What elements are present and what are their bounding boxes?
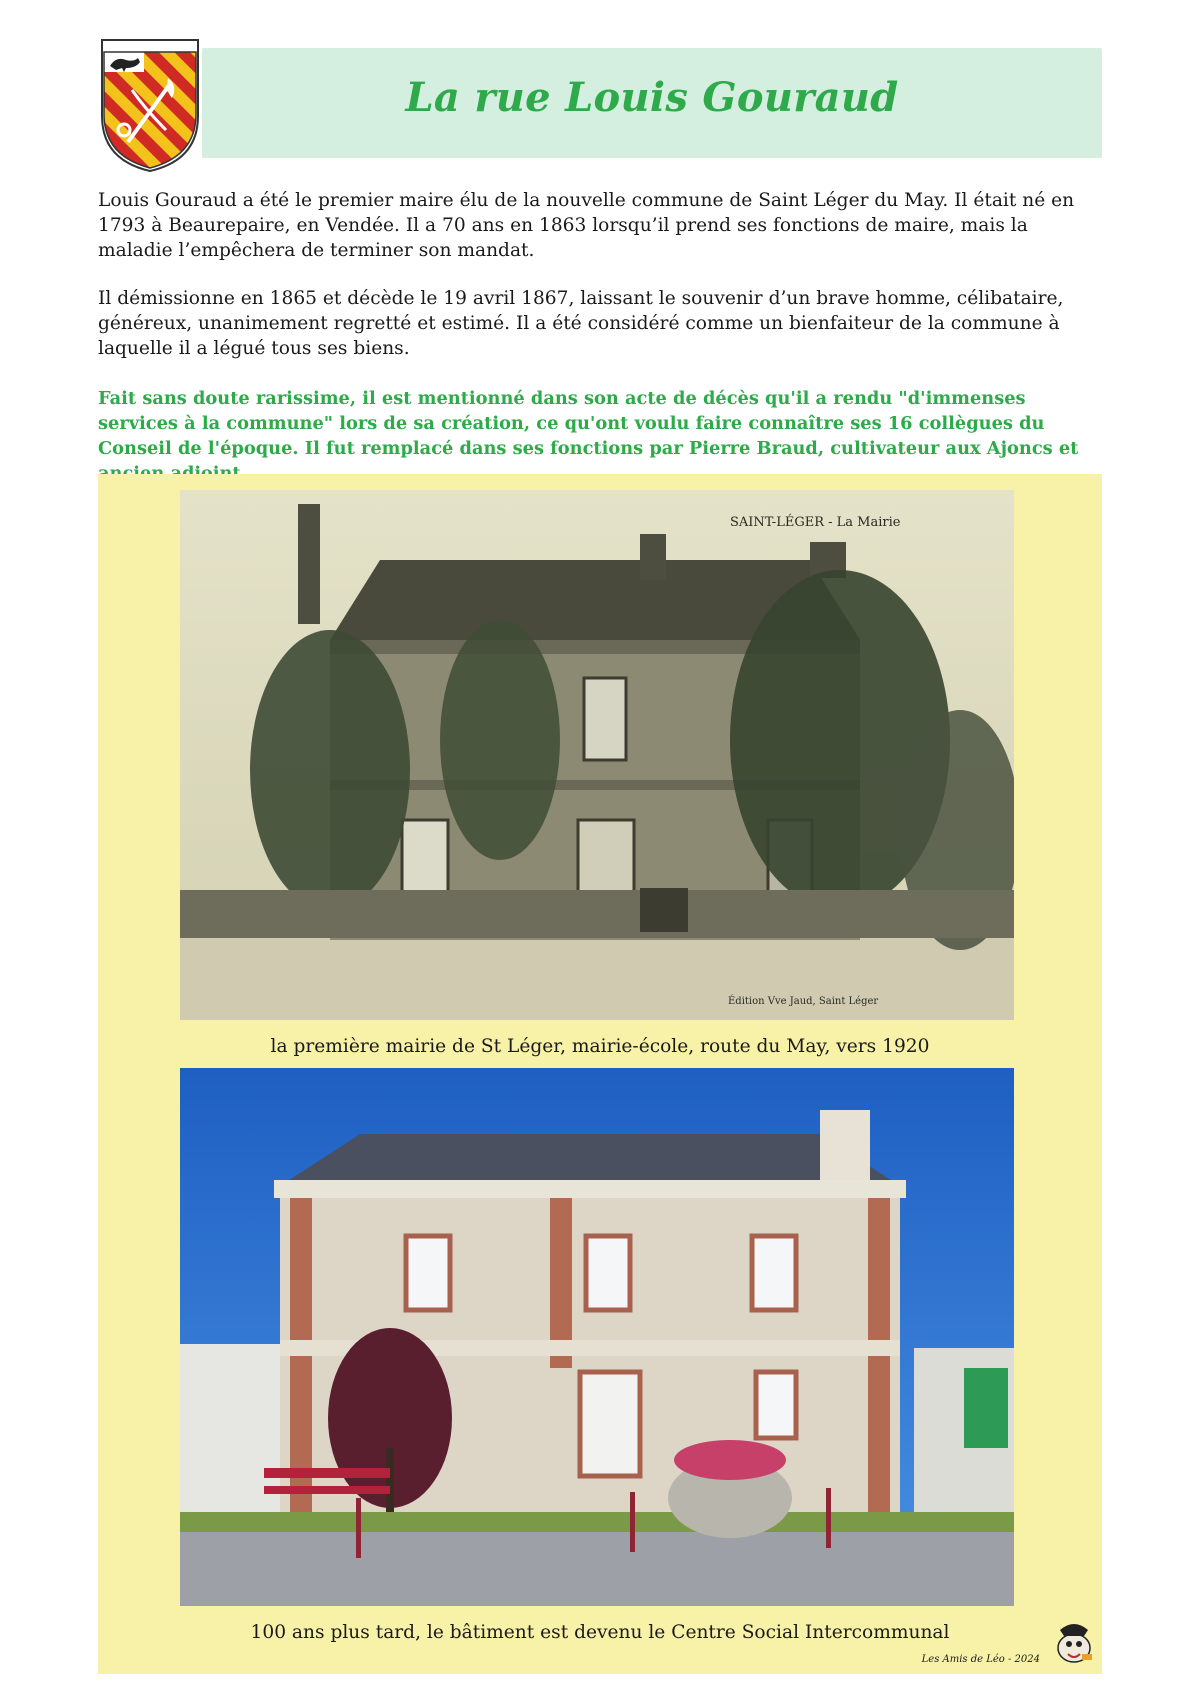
old-photo-caption: la première mairie de St Léger, mairie-école, route du May, vers 1920 <box>270 1036 930 1057</box>
title-banner <box>202 48 1102 158</box>
postcard-title: SAINT-LÉGER - La Mairie <box>730 515 901 530</box>
mascot-icon <box>1050 1614 1096 1666</box>
highlight-paragraph: Fait sans doute rarissime, il est mentionné dans son acte de décès qu'il a rendu "d'immenses services à la commune" lors de sa création, ce qu'ont voulu faire connaître ses 16 collègues du Conseil de l'époque. Il fut remplacé dans ses fonctions par Pierre Braud, cultivateur aux Ajoncs et <box>98 388 1079 459</box>
page-title: La rue Louis Gouraud <box>405 74 899 121</box>
old-town-hall-photo <box>180 490 1014 1020</box>
intro-paragraph: Louis Gouraud a été le premier maire élu de la nouvelle commune de Saint Léger du May. Il était né en 1793 à Beaurepaire, en Vendée. Il a 70 ans en 1863 lorsqu’il prend ses fonctions de maire, mais la maladie l’empêchera de terminer son mandat. <box>98 190 1075 261</box>
biography-paragraph: Il démissionne en 1865 et décède le 19 avril 1867, laissant le souvenir d’un brave homme, célibataire, généreux, unanimement regretté et estimé. Il a été considéré comme un bienfaiteur de la commune à laquelle il a légué tous ses biens. <box>98 288 1064 359</box>
postcard-edition: Édition Vve Jaud, Saint Léger <box>728 996 879 1007</box>
coat-of-arms-icon <box>98 38 202 172</box>
photo-gallery <box>98 474 1102 1674</box>
credit-line: Les Amis de Léo - 2024 <box>921 1654 1040 1665</box>
community-center-photo <box>180 1068 1014 1606</box>
new-photo-caption: 100 ans plus tard, le bâtiment est devenu le Centre Social Intercommunal <box>250 1622 950 1643</box>
